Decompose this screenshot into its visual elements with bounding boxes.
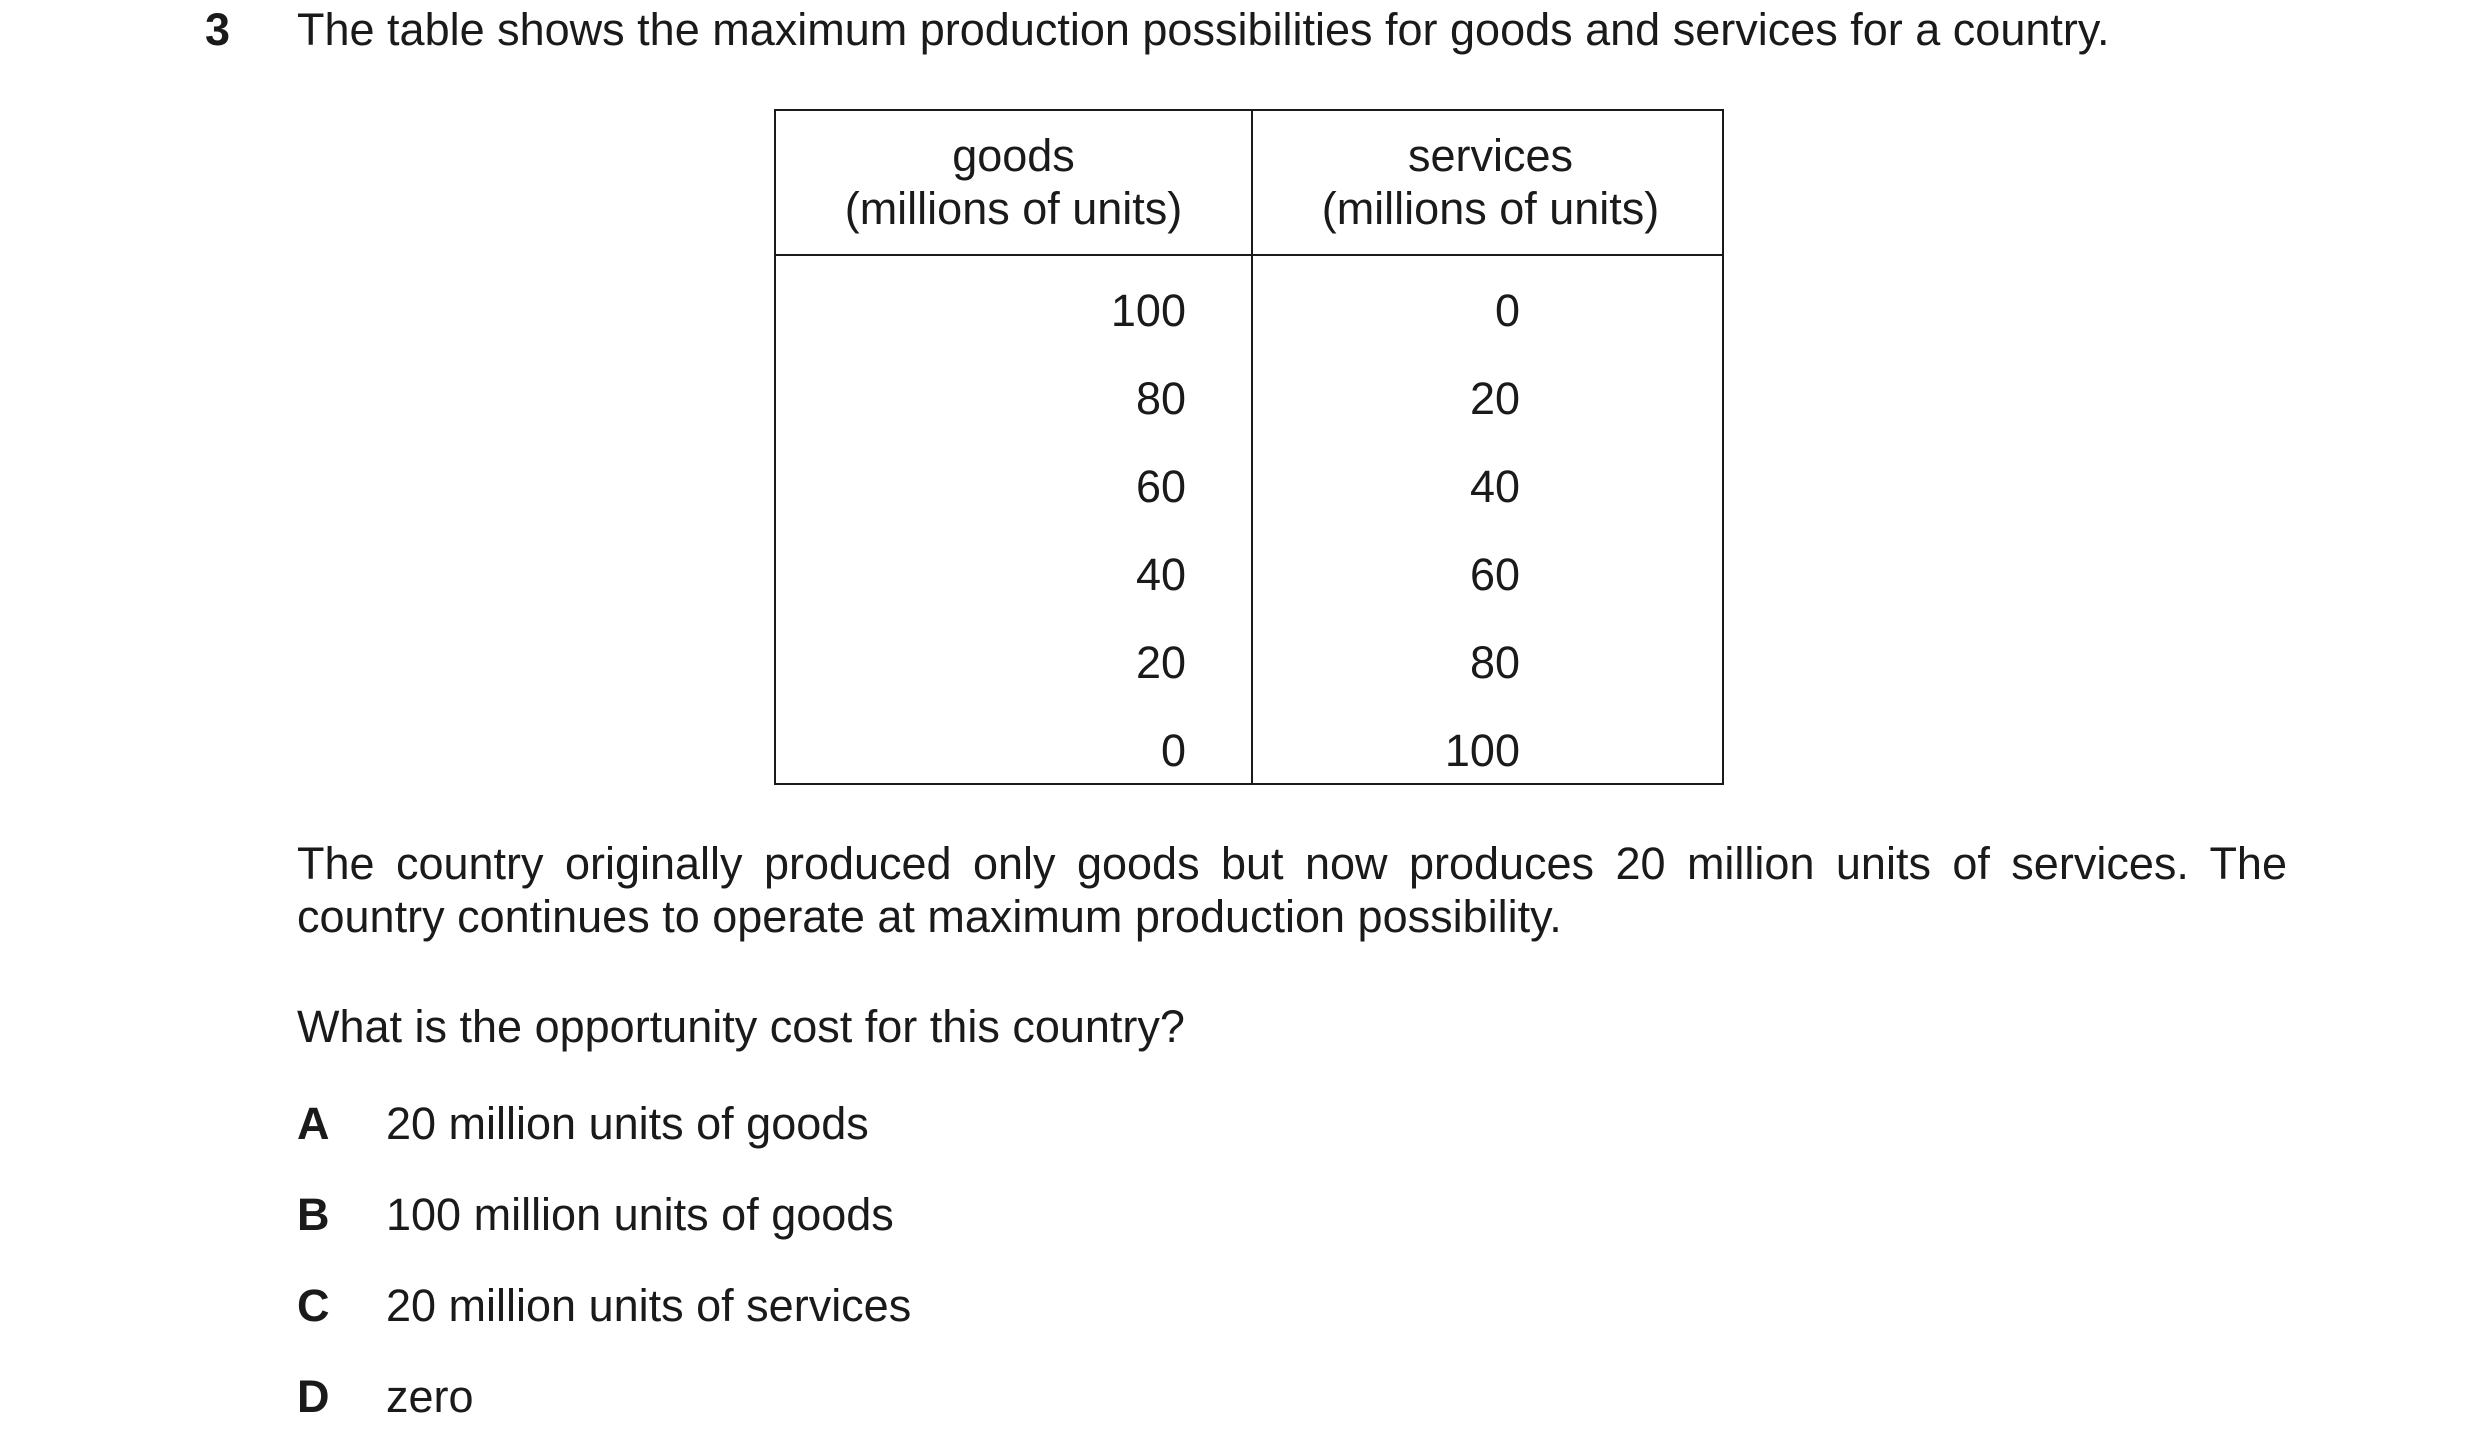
cell-services: 40 bbox=[1469, 461, 1520, 512]
option-text: 20 million units of goods bbox=[386, 1098, 869, 1149]
question-prompt: What is the opportunity cost for this country? bbox=[297, 1001, 1185, 1052]
header-goods bbox=[776, 129, 1251, 235]
cell-services: 0 bbox=[1494, 285, 1520, 336]
cell-goods: 0 bbox=[1160, 725, 1186, 776]
cell-goods: 40 bbox=[1135, 549, 1186, 600]
option-letter: C bbox=[297, 1280, 330, 1331]
header-services-unit: (millions of units) bbox=[1321, 183, 1660, 234]
cell-services: 100 bbox=[1444, 725, 1520, 776]
header-divider bbox=[776, 254, 1722, 256]
header-services-title: services bbox=[1407, 130, 1574, 181]
cell-goods: 80 bbox=[1135, 373, 1186, 424]
context-line-1: The country originally produced only goods but now produces 20 million units of services. The bbox=[297, 838, 2287, 889]
cell-services: 80 bbox=[1469, 637, 1520, 688]
question-stem: The table shows the maximum production possibilities for goods and services for a country. bbox=[297, 4, 2110, 55]
option-text: 20 million units of services bbox=[386, 1280, 912, 1331]
context-line-2: country continues to operate at maximum production possibility. bbox=[297, 891, 1562, 942]
header-goods-unit: (millions of units) bbox=[844, 183, 1183, 234]
option-text: zero bbox=[386, 1371, 474, 1422]
cell-goods: 20 bbox=[1135, 637, 1186, 688]
header-services bbox=[1253, 129, 1728, 235]
cell-goods: 100 bbox=[1110, 285, 1186, 336]
option-letter: A bbox=[297, 1098, 330, 1149]
option-letter: B bbox=[297, 1189, 330, 1240]
option-text: 100 million units of goods bbox=[386, 1189, 894, 1240]
cell-goods: 60 bbox=[1135, 461, 1186, 512]
cell-services: 60 bbox=[1469, 549, 1520, 600]
production-possibilities-table bbox=[774, 109, 1724, 785]
question-number: 3 bbox=[205, 4, 231, 55]
option-letter: D bbox=[297, 1371, 330, 1422]
header-goods-title: goods bbox=[952, 130, 1075, 181]
context-paragraph bbox=[297, 837, 2287, 943]
cell-services: 20 bbox=[1469, 373, 1520, 424]
